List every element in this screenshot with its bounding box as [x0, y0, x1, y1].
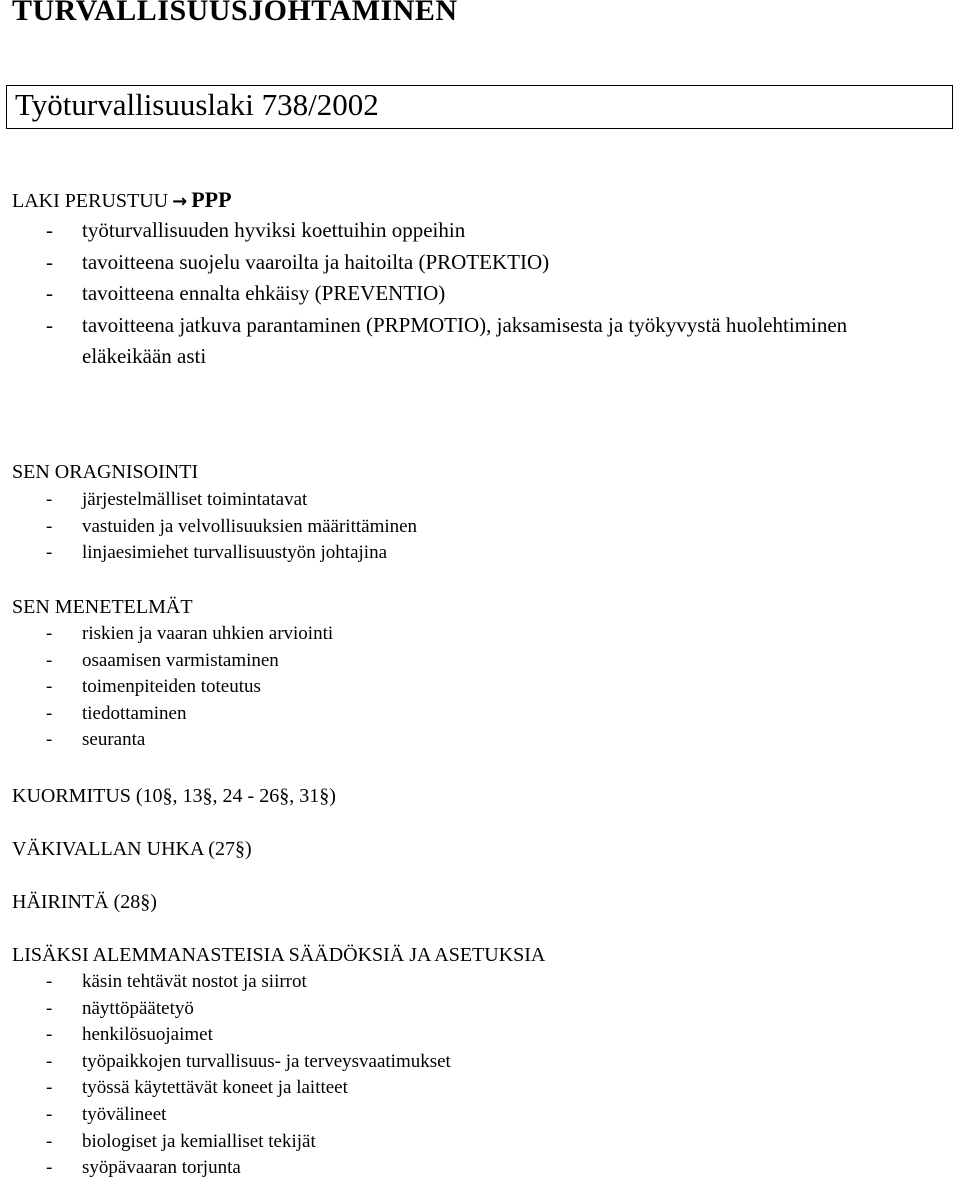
additional-heading: LISÄKSI ALEMMANASTEISIA SÄÄDÖKSIÄ JA ASETUKSIA	[12, 944, 546, 966]
list-item: - tavoitteena jatkuva parantaminen (PRPMOTIO), jaksamisesta ja työkyvystä huolehtiminen eläkeikään asti	[12, 310, 862, 373]
list-item: - henkilösuojaimet	[12, 1022, 451, 1049]
basis-heading	[12, 187, 232, 215]
list-item: - seuranta	[12, 727, 333, 754]
list-item: - työturvallisuuden hyviksi koettuihin oppeihin	[12, 215, 862, 247]
violence-heading: VÄKIVALLAN UHKA (27§)	[12, 838, 252, 860]
document-title: TURVALLISUUSJOHTAMINEN	[12, 0, 458, 27]
list-item: - työssä käytettävät koneet ja laitteet	[12, 1075, 451, 1102]
list-item: - tavoitteena ennalta ehkäisy (PREVENTIO)	[12, 278, 862, 310]
organization-list	[12, 487, 417, 567]
list-item: - linjaesimiehet turvallisuustyön johtajina	[12, 540, 417, 567]
list-item: - järjestelmälliset toimintatavat	[12, 487, 417, 514]
list-item: - syöpävaaran torjunta	[12, 1155, 451, 1182]
organization-heading: SEN ORAGNISOINTI	[12, 461, 199, 483]
basis-list	[12, 215, 862, 373]
list-item: - riskien ja vaaran uhkien arviointi	[12, 621, 333, 648]
list-item: - tavoitteena suojelu vaaroilta ja haitoilta (PROTEKTIO)	[12, 247, 862, 279]
list-item: - osaamisen varmistaminen	[12, 648, 333, 675]
basis-emphasis: PPP	[191, 187, 232, 212]
list-item: - biologiset ja kemialliset tekijät	[12, 1129, 451, 1156]
basis-heading-text: LAKI PERUSTUU	[12, 190, 169, 212]
additional-list	[12, 969, 451, 1182]
list-item: - työvälineet	[12, 1102, 451, 1129]
law-reference: Työturvallisuuslaki 738/2002	[15, 87, 379, 122]
law-box	[6, 85, 953, 129]
list-item: - työpaikkojen turvallisuus- ja terveysvaatimukset	[12, 1049, 451, 1076]
list-item: - näyttöpäätetyö	[12, 996, 451, 1023]
methods-heading: SEN MENETELMÄT	[12, 596, 193, 618]
harassment-heading: HÄIRINTÄ (28§)	[12, 891, 157, 913]
methods-list	[12, 621, 333, 754]
load-heading: KUORMITUS (10§, 13§, 24 - 26§, 31§)	[12, 785, 336, 807]
list-item: - käsin tehtävät nostot ja siirrot	[12, 969, 451, 996]
list-item: - toimenpiteiden toteutus	[12, 674, 333, 701]
list-item: - vastuiden ja velvollisuuksien määrittäminen	[12, 514, 417, 541]
list-item: - tiedottaminen	[12, 701, 333, 728]
arrow-right-icon: →	[172, 191, 188, 212]
